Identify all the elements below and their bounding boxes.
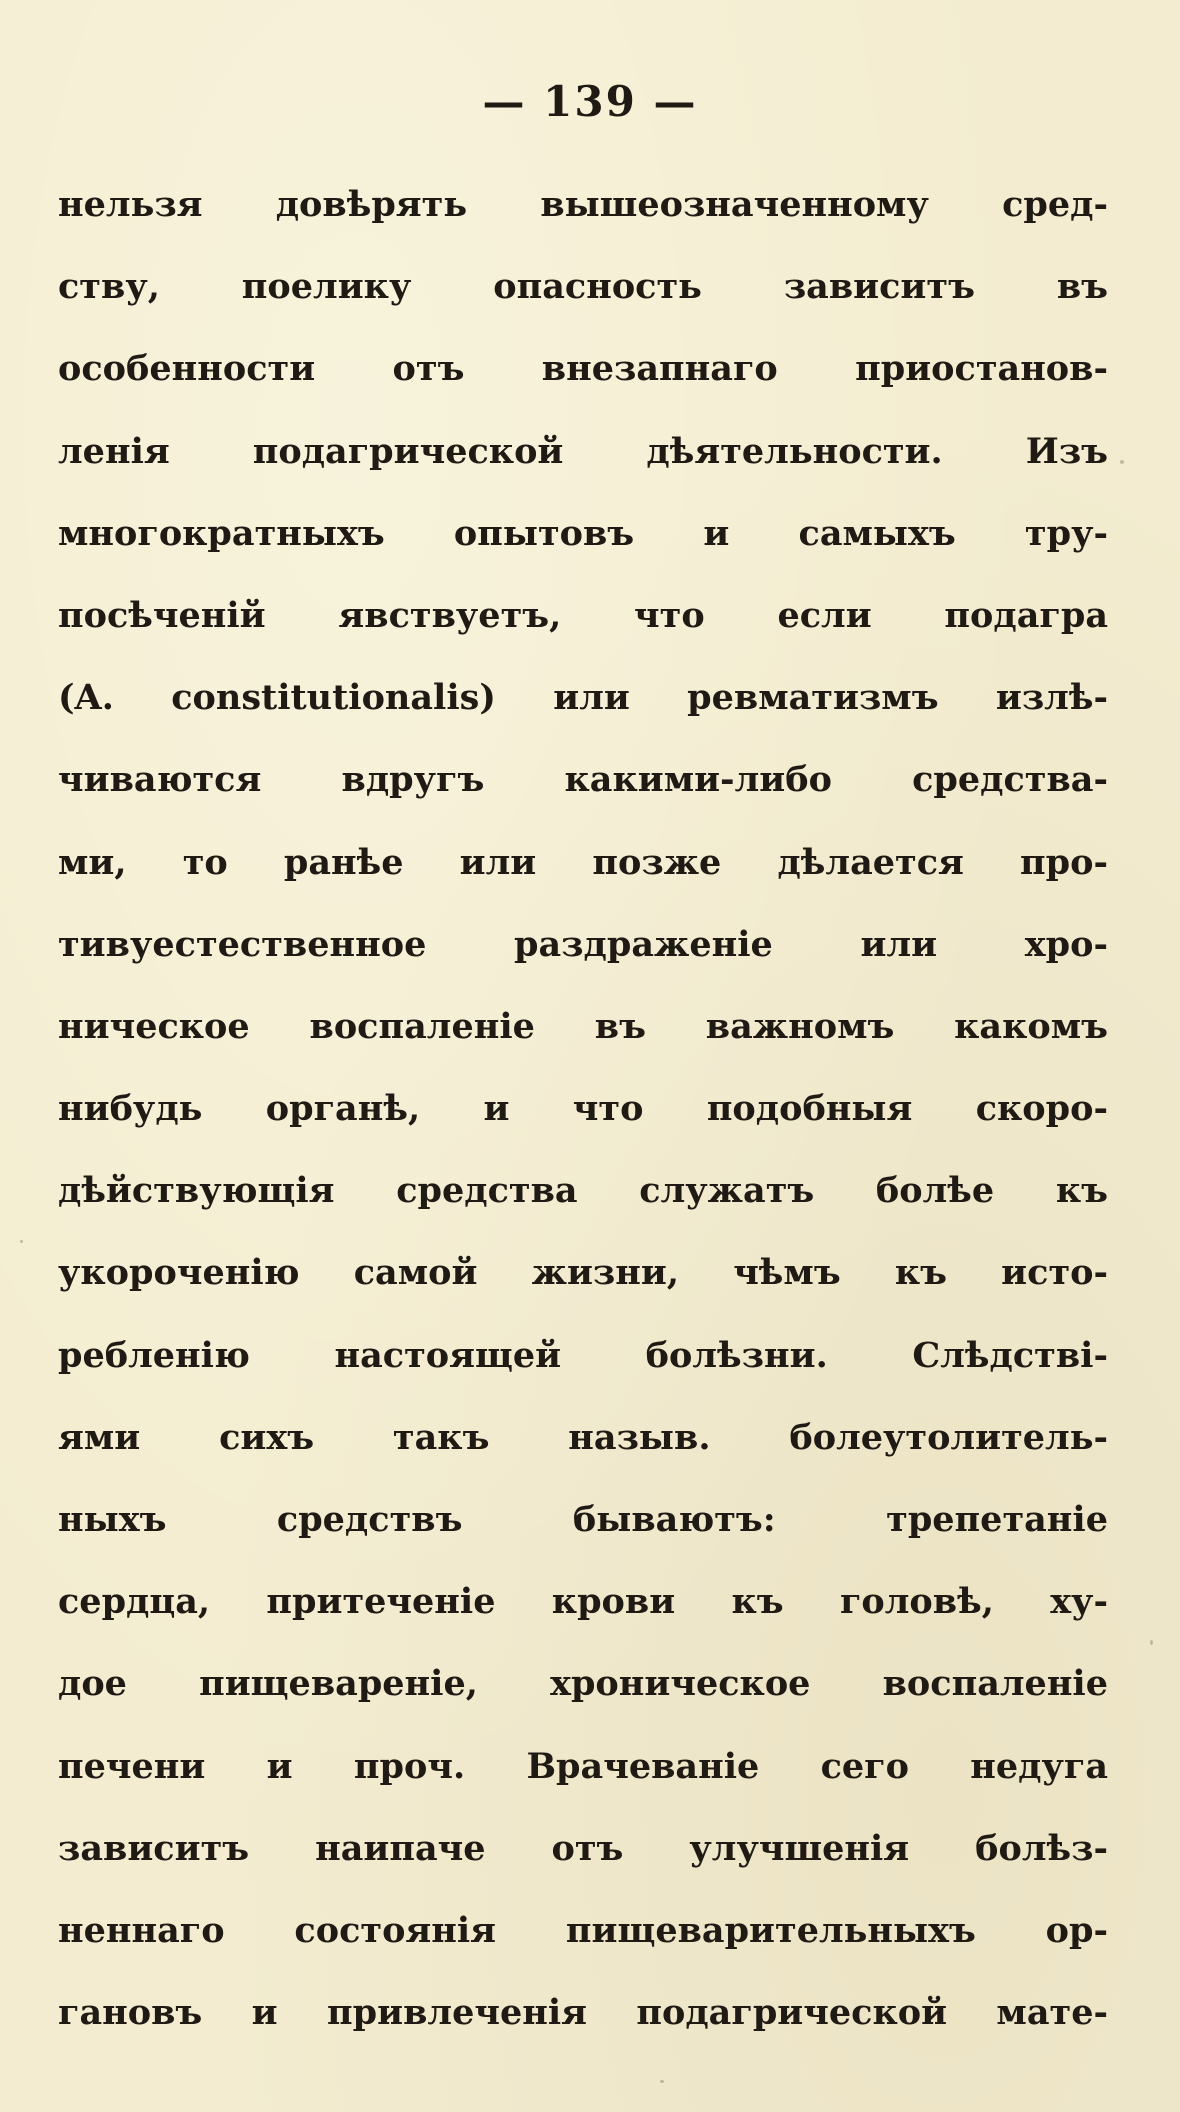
text-line: ническое воспаленіе въ важномъ какомъ xyxy=(58,1005,1108,1047)
text-line: зависитъ наипаче отъ улучшенія болѣз- xyxy=(58,1827,1108,1869)
text-line: ству, поелику опасность зависитъ въ xyxy=(58,266,1108,308)
text-line: неннаго состоянія пищеварительныхъ ор- xyxy=(58,1909,1108,1951)
text-line: посѣченій явствуетъ, что если подагра xyxy=(58,594,1108,636)
page-number: — 139 — xyxy=(482,77,698,126)
text-line: ми, то ранѣе или позже дѣлается про- xyxy=(58,841,1108,883)
paper-speck xyxy=(1150,1640,1153,1645)
paper-speck xyxy=(20,1240,23,1243)
text-line: ями сихъ такъ назыв. болеутолитель- xyxy=(58,1416,1108,1458)
text-line: гановъ и привлеченія подагрической мате- xyxy=(58,1992,1108,2034)
text-line: дое пищевареніе, хроническое воспаленіе xyxy=(58,1663,1108,1705)
text-line: многократныхъ опытовъ и самыхъ тру- xyxy=(58,512,1108,554)
text-line: (A. constitutionalis) или ревматизмъ излѣ- xyxy=(58,677,1108,719)
text-line: ленія подагрической дѣятельности. Изъ xyxy=(58,430,1108,472)
text-line: укороченію самой жизни, чѣмъ къ исто- xyxy=(58,1252,1108,1294)
text-line: чиваются вдругъ какими-либо средства- xyxy=(58,759,1108,801)
text-line: нибудь органѣ, и что подобныя скоро- xyxy=(58,1088,1108,1130)
text-line: печени и проч. Врачеваніе сего недуга xyxy=(58,1745,1108,1787)
paper-speck xyxy=(660,2080,664,2083)
text-line: особенности отъ внезапнаго приостанов- xyxy=(58,348,1108,390)
text-line: дѣйствующія средства служатъ болѣе къ xyxy=(58,1170,1108,1212)
body-text xyxy=(58,164,1108,2054)
paper-speck xyxy=(1120,460,1124,464)
text-line: тивуестественное раздраженіе или хро- xyxy=(58,923,1108,965)
text-line: ребленію настоящей болѣзни. Слѣдстві- xyxy=(58,1334,1108,1376)
text-line: нельзя довѣрять вышеозначенному сред- xyxy=(58,184,1108,225)
text-line: сердца, притеченіе крови къ головѣ, ху- xyxy=(58,1581,1108,1623)
text-line: ныхъ средствъ бываютъ: трепетаніе xyxy=(58,1499,1108,1540)
